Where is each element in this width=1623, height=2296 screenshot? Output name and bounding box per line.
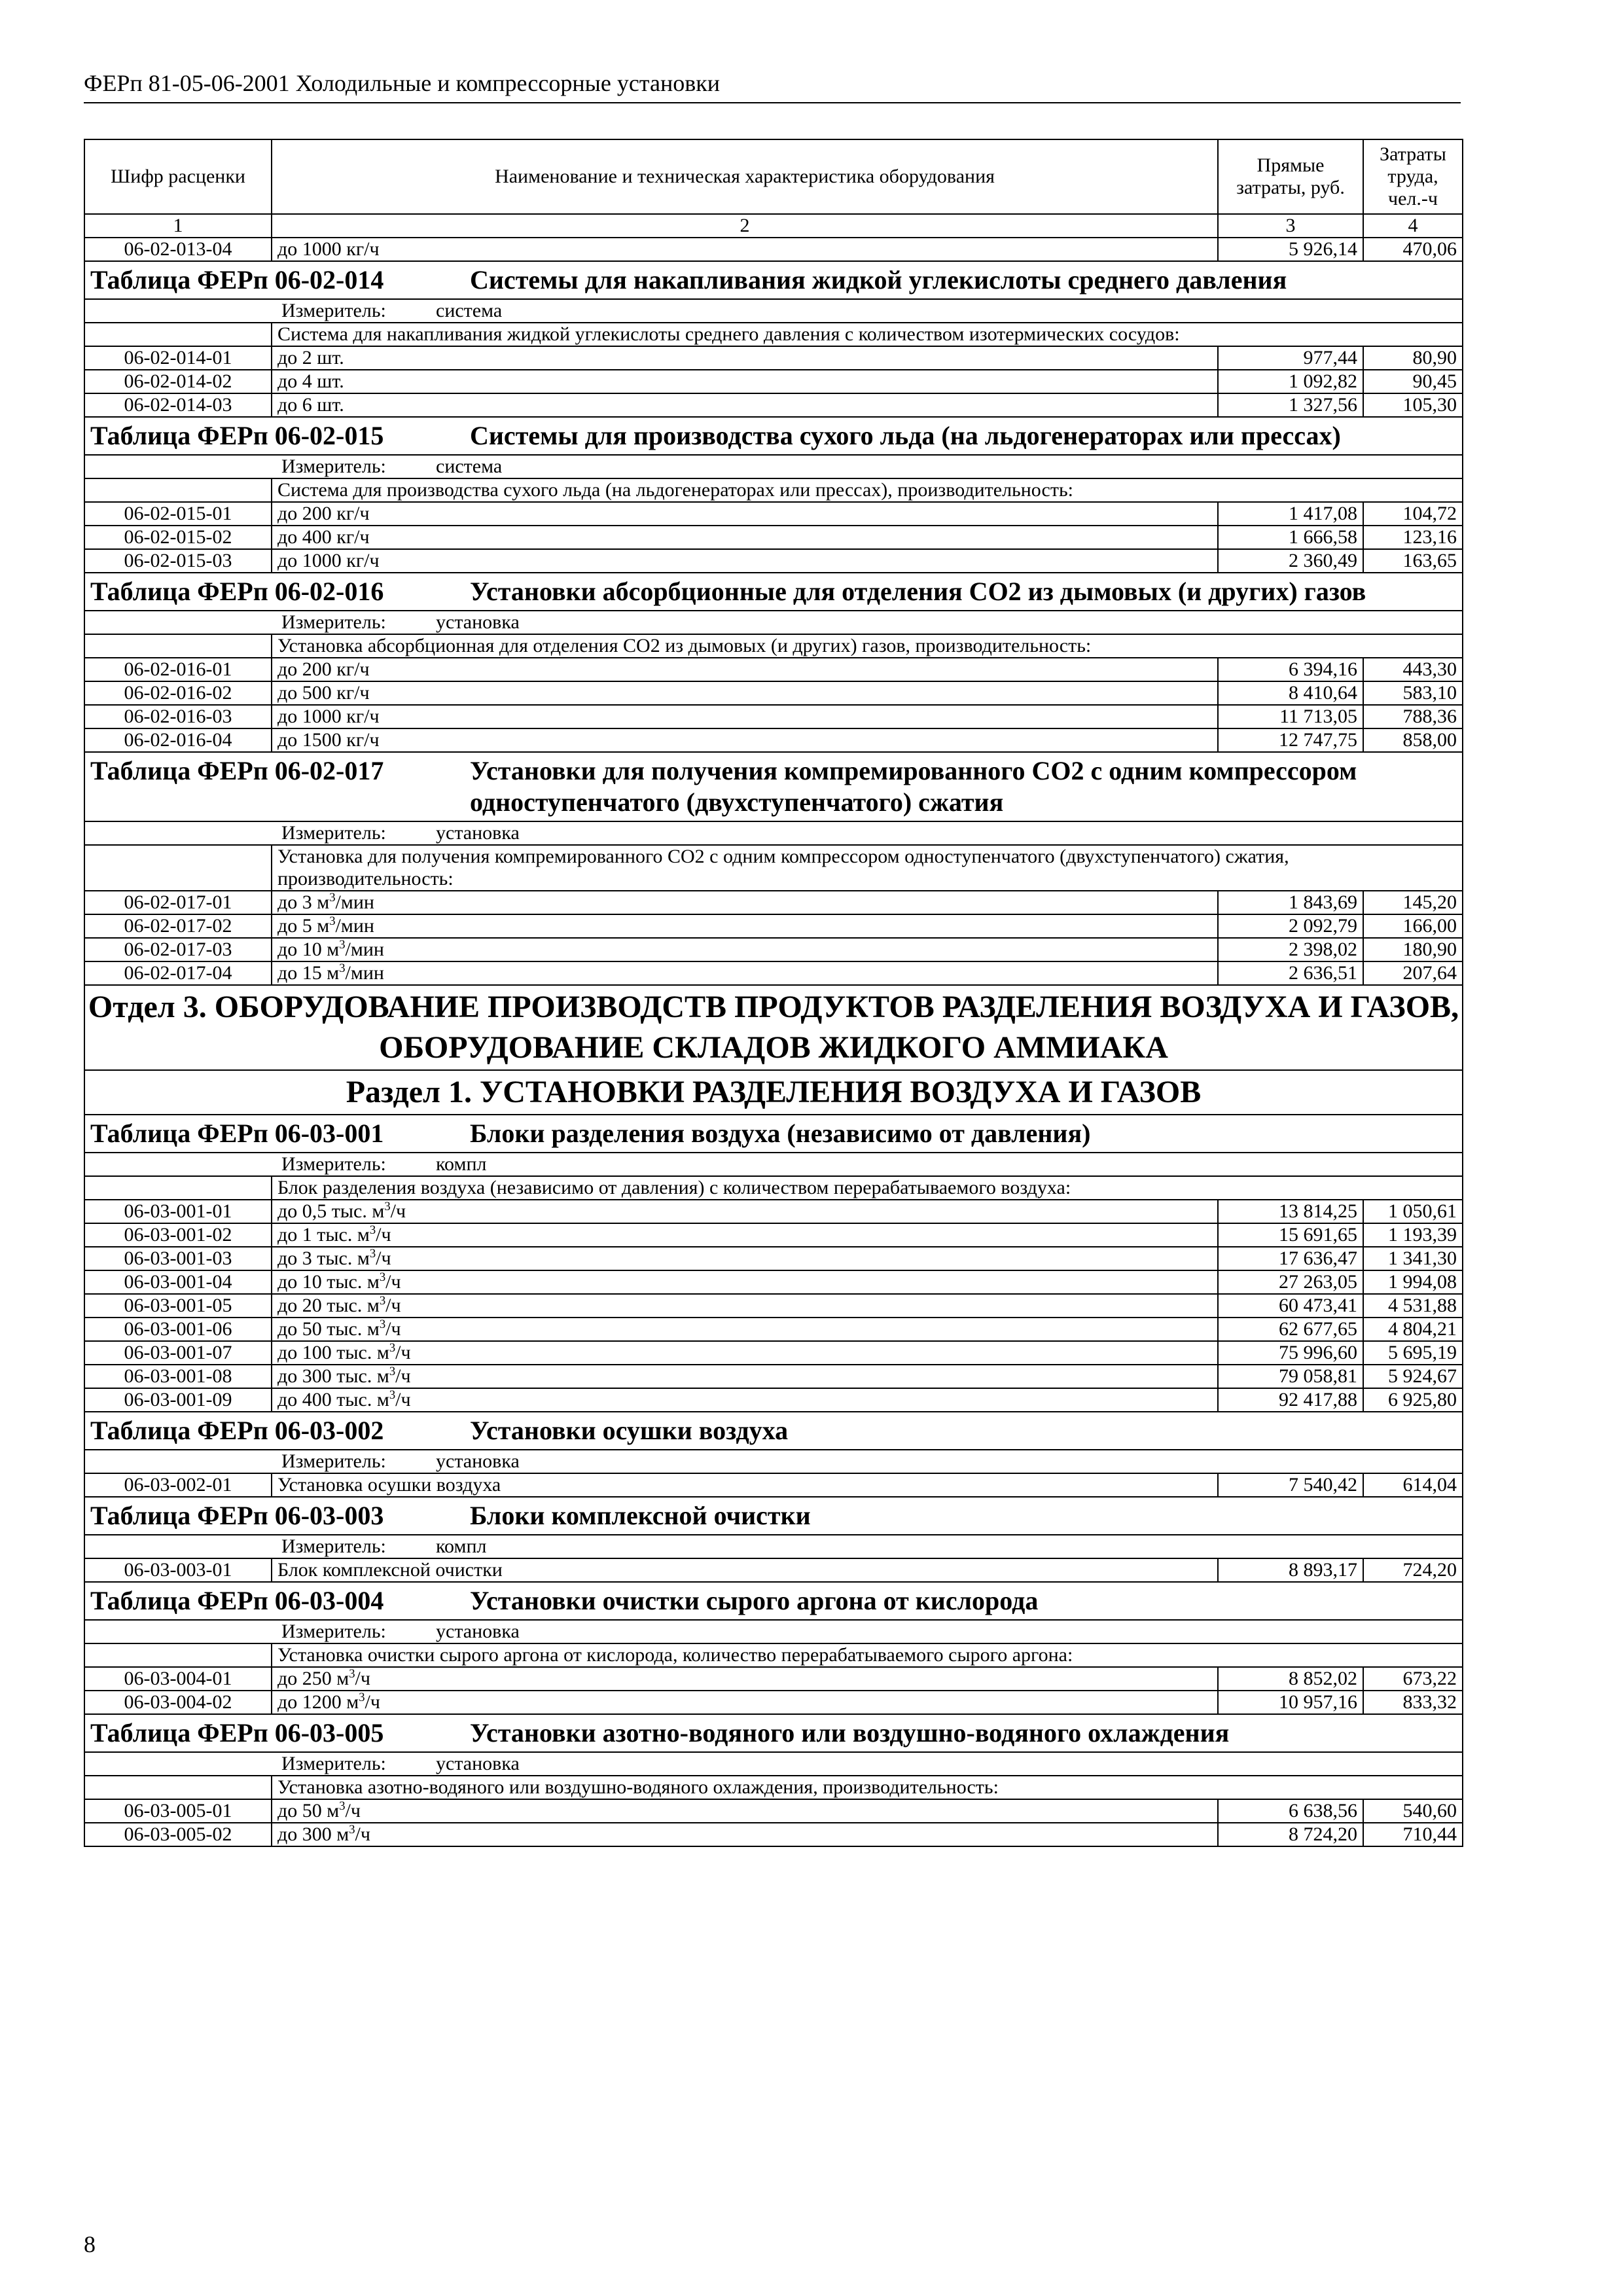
table-row	[84, 1341, 1463, 1365]
column-header-labor-costs: Затраты труда, чел.-ч	[1363, 139, 1463, 214]
labor-costs: 105,30	[1363, 393, 1463, 417]
equipment-name: до 3 тыс. $м^3/ч$	[272, 1247, 1218, 1270]
direct-costs: 6 638,56	[1218, 1799, 1363, 1823]
table-title	[84, 261, 1463, 299]
labor-costs: 614,04	[1363, 1473, 1463, 1497]
equipment-name: до 1000 кг/ч	[272, 238, 1218, 261]
equipment-name: до 300 $м^3/ч$	[272, 1823, 1218, 1846]
table-row	[84, 1388, 1463, 1412]
measure-cell	[84, 299, 1463, 323]
table-title-name: Блоки комплексной очистки	[470, 1501, 811, 1530]
labor-costs: 166,00	[1363, 914, 1463, 938]
table-row	[84, 346, 1463, 370]
measure-row	[84, 455, 1463, 478]
measure-cell	[84, 1752, 1463, 1776]
direct-costs: 1 327,56	[1218, 393, 1363, 417]
measure-cell	[84, 821, 1463, 845]
table-header-row	[84, 139, 1463, 214]
table-title	[84, 1497, 1463, 1535]
measure-label: Измеритель:	[281, 456, 386, 477]
table-title-name: Установки осушки воздуха	[470, 1416, 789, 1445]
equipment-name: до 5 $м^3$/мин	[272, 914, 1218, 938]
table-title-row	[84, 1582, 1463, 1620]
labor-costs: 710,44	[1363, 1823, 1463, 1846]
table-title-name: Установки для получения компремированного СО2 с одним компрессором одноступенчатого (двухступенчатого) сжатия	[470, 756, 1357, 817]
equipment-name: до 250 $м^3/ч$	[272, 1667, 1218, 1691]
labor-costs: 1 994,08	[1363, 1270, 1463, 1294]
labor-costs: 104,72	[1363, 502, 1463, 526]
labor-costs: 90,45	[1363, 370, 1463, 393]
equipment-name: до 1000 кг/ч	[272, 705, 1218, 728]
rate-code: 06-02-017-03	[84, 938, 272, 961]
column-number-row	[84, 214, 1463, 238]
table-row	[84, 1691, 1463, 1714]
table-title-code: Таблица ФЕРп 06-03-005	[90, 1718, 384, 1748]
table-title-row	[84, 1115, 1463, 1153]
rate-code: 06-03-001-07	[84, 1341, 272, 1365]
description-text: Система для производства сухого льда (на льдогенераторах или прессах), производительность:	[272, 478, 1463, 502]
table-row	[84, 1558, 1463, 1582]
table-row	[84, 681, 1463, 705]
table-title-code: Таблица ФЕРп 06-03-002	[90, 1416, 384, 1445]
rate-code: 06-02-014-02	[84, 370, 272, 393]
table-row	[84, 705, 1463, 728]
table-row	[84, 549, 1463, 573]
description-spacer	[84, 323, 272, 346]
table-row	[84, 1270, 1463, 1294]
table-row	[84, 526, 1463, 549]
measure-value: компл	[436, 1535, 487, 1557]
table-title-name: Установки азотно-водяного или воздушно-водяного охлаждения	[470, 1718, 1230, 1748]
description-row	[84, 478, 1463, 502]
labor-costs: 80,90	[1363, 346, 1463, 370]
table-title-code: Таблица ФЕРп 06-03-004	[90, 1586, 384, 1615]
rate-code: 06-02-016-02	[84, 681, 272, 705]
labor-costs: 1 193,39	[1363, 1223, 1463, 1247]
measure-value: установка	[436, 611, 520, 633]
rate-code: 06-02-015-02	[84, 526, 272, 549]
rate-code: 06-03-003-01	[84, 1558, 272, 1582]
labor-costs: 724,20	[1363, 1558, 1463, 1582]
direct-costs: 2 092,79	[1218, 914, 1363, 938]
direct-costs: 5 926,14	[1218, 238, 1363, 261]
rate-code: 06-02-016-03	[84, 705, 272, 728]
description-text: Установка для получения компремированного СО2 с одним компрессором одноступенчатого (двухступенчатого) сжатия, производительность:	[272, 845, 1463, 891]
equipment-name: до 0,5 тыс. $м^3/ч$	[272, 1200, 1218, 1223]
direct-costs: 1 417,08	[1218, 502, 1363, 526]
direct-costs: 8 852,02	[1218, 1667, 1363, 1691]
measure-cell	[84, 1450, 1463, 1473]
table-title-row	[84, 417, 1463, 455]
labor-costs: 470,06	[1363, 238, 1463, 261]
rate-code: 06-03-001-06	[84, 1318, 272, 1341]
direct-costs: 6 394,16	[1218, 658, 1363, 681]
labor-costs: 540,60	[1363, 1799, 1463, 1823]
table-row	[84, 393, 1463, 417]
section-heading: Отдел 3. ОБОРУДОВАНИЕ ПРОИЗВОДСТВ ПРОДУКТОВ РАЗДЕЛЕНИЯ ВОЗДУХА И ГАЗОВ, ОБОРУДОВАНИЕ СКЛАДОВ ЖИДКОГО АММИАКА	[84, 985, 1463, 1070]
rate-code: 06-03-004-02	[84, 1691, 272, 1714]
table-title-name: Установки очистки сырого аргона от кислорода	[470, 1586, 1039, 1615]
labor-costs: 207,64	[1363, 961, 1463, 985]
table-title-name: Блоки разделения воздуха (независимо от давления)	[470, 1119, 1091, 1148]
description-row	[84, 1176, 1463, 1200]
page-header-title: ФЕРп 81-05-06-2001 Холодильные и компрессорные установки	[84, 69, 1461, 103]
equipment-name: до 3 $м^3$/мин	[272, 891, 1218, 914]
column-number: 2	[272, 214, 1218, 238]
rate-code: 06-02-014-01	[84, 346, 272, 370]
table-row	[84, 1318, 1463, 1341]
equipment-name: до 50 $м^3/ч$	[272, 1799, 1218, 1823]
table-row	[84, 728, 1463, 752]
direct-costs: 60 473,41	[1218, 1294, 1363, 1318]
labor-costs: 443,30	[1363, 658, 1463, 681]
column-number: 3	[1218, 214, 1363, 238]
direct-costs: 75 996,60	[1218, 1341, 1363, 1365]
equipment-name: до 2 шт.	[272, 346, 1218, 370]
measure-value: установка	[436, 1450, 520, 1472]
direct-costs: 13 814,25	[1218, 1200, 1363, 1223]
table-row	[84, 1667, 1463, 1691]
measure-cell	[84, 1535, 1463, 1558]
description-row	[84, 1643, 1463, 1667]
table-row	[84, 891, 1463, 914]
rate-code: 06-03-004-01	[84, 1667, 272, 1691]
measure-row	[84, 1620, 1463, 1643]
measure-row	[84, 1535, 1463, 1558]
rate-code: 06-03-005-02	[84, 1823, 272, 1846]
measure-label: Измеритель:	[281, 1621, 386, 1642]
equipment-name: до 400 кг/ч	[272, 526, 1218, 549]
description-row	[84, 634, 1463, 658]
direct-costs: 62 677,65	[1218, 1318, 1363, 1341]
description-spacer	[84, 845, 272, 891]
direct-costs: 2 360,49	[1218, 549, 1363, 573]
rate-code: 06-02-013-04	[84, 238, 272, 261]
page-number: 8	[84, 2231, 96, 2257]
direct-costs: 27 263,05	[1218, 1270, 1363, 1294]
direct-costs: 8 893,17	[1218, 1558, 1363, 1582]
equipment-name: до 4 шт.	[272, 370, 1218, 393]
rate-code: 06-03-001-09	[84, 1388, 272, 1412]
measure-value: установка	[436, 822, 520, 844]
labor-costs: 1 050,61	[1363, 1200, 1463, 1223]
rate-code: 06-03-001-02	[84, 1223, 272, 1247]
measure-label: Измеритель:	[281, 300, 386, 321]
description-row	[84, 323, 1463, 346]
rate-code: 06-02-015-03	[84, 549, 272, 573]
measure-cell	[84, 455, 1463, 478]
labor-costs: 788,36	[1363, 705, 1463, 728]
table-title-name: Системы для производства сухого льда (на льдогенераторах или прессах)	[470, 421, 1341, 450]
table-title-code: Таблица ФЕРп 06-03-003	[90, 1501, 384, 1530]
description-row	[84, 845, 1463, 891]
table-row	[84, 658, 1463, 681]
table-title-row	[84, 1497, 1463, 1535]
measure-cell	[84, 1620, 1463, 1643]
labor-costs: 163,65	[1363, 549, 1463, 573]
equipment-name: до 10 $м^3$/мин	[272, 938, 1218, 961]
rate-code: 06-02-017-04	[84, 961, 272, 985]
measure-value: система	[436, 456, 503, 477]
measure-row	[84, 1450, 1463, 1473]
table-title-code: Таблица ФЕРп 06-02-015	[90, 421, 384, 450]
table-title-row	[84, 1714, 1463, 1752]
rate-code: 06-03-001-08	[84, 1365, 272, 1388]
direct-costs: 15 691,65	[1218, 1223, 1363, 1247]
table-title	[84, 573, 1463, 611]
measure-label: Измеритель:	[281, 611, 386, 633]
equipment-name: до 1500 кг/ч	[272, 728, 1218, 752]
rate-code: 06-03-001-03	[84, 1247, 272, 1270]
table-row	[84, 1823, 1463, 1846]
description-spacer	[84, 634, 272, 658]
table-title	[84, 417, 1463, 455]
equipment-name: до 300 тыс. $м^3/ч$	[272, 1365, 1218, 1388]
rate-code: 06-02-014-03	[84, 393, 272, 417]
column-header-direct-costs: Прямые затраты, руб.	[1218, 139, 1363, 214]
equipment-name: до 20 тыс. $м^3/ч$	[272, 1294, 1218, 1318]
table-title	[84, 1582, 1463, 1620]
direct-costs: 79 058,81	[1218, 1365, 1363, 1388]
table-title-name: Установки абсорбционные для отделения СО2 из дымовых (и других) газов	[470, 577, 1366, 606]
labor-costs: 5 695,19	[1363, 1341, 1463, 1365]
equipment-name: Установка осушки воздуха	[272, 1473, 1218, 1497]
table-title-code: Таблица ФЕРп 06-03-001	[90, 1119, 384, 1148]
rates-table-body	[84, 139, 1463, 1846]
equipment-name: до 1200 $м^3/ч$	[272, 1691, 1218, 1714]
rate-code: 06-02-015-01	[84, 502, 272, 526]
measure-label: Измеритель:	[281, 1153, 386, 1175]
rate-code: 06-03-005-01	[84, 1799, 272, 1823]
direct-costs: 12 747,75	[1218, 728, 1363, 752]
description-spacer	[84, 1643, 272, 1667]
rate-code: 06-03-001-05	[84, 1294, 272, 1318]
table-row	[84, 1473, 1463, 1497]
table-row	[84, 1799, 1463, 1823]
direct-costs: 2 398,02	[1218, 938, 1363, 961]
direct-costs: 1 843,69	[1218, 891, 1363, 914]
labor-costs: 123,16	[1363, 526, 1463, 549]
labor-costs: 6 925,80	[1363, 1388, 1463, 1412]
section-heading-row	[84, 985, 1463, 1070]
measure-label: Измеритель:	[281, 822, 386, 844]
rate-code: 06-02-016-04	[84, 728, 272, 752]
column-header-code: Шифр расценки	[84, 139, 272, 214]
measure-cell	[84, 1153, 1463, 1176]
equipment-name: до 1000 кг/ч	[272, 549, 1218, 573]
description-spacer	[84, 1776, 272, 1799]
section-heading-row	[84, 1070, 1463, 1115]
table-title	[84, 1115, 1463, 1153]
table-row	[84, 961, 1463, 985]
table-row	[84, 238, 1463, 261]
table-row	[84, 1200, 1463, 1223]
measure-row	[84, 1153, 1463, 1176]
description-text: Установка азотно-водяного или воздушно-водяного охлаждения, производительность:	[272, 1776, 1463, 1799]
table-title	[84, 1714, 1463, 1752]
table-title-row	[84, 1412, 1463, 1450]
description-text: Установка абсорбционная для отделения СО2 из дымовых (и других) газов, производительность:	[272, 634, 1463, 658]
table-row	[84, 1223, 1463, 1247]
equipment-name: до 500 кг/ч	[272, 681, 1218, 705]
measure-label: Измеритель:	[281, 1535, 386, 1557]
equipment-name: до 400 тыс. $м^3/ч$	[272, 1388, 1218, 1412]
table-row	[84, 914, 1463, 938]
measure-row	[84, 611, 1463, 634]
measure-value: компл	[436, 1153, 487, 1175]
direct-costs: 8 724,20	[1218, 1823, 1363, 1846]
measure-row	[84, 1752, 1463, 1776]
labor-costs: 145,20	[1363, 891, 1463, 914]
column-number: 1	[84, 214, 272, 238]
table-title-code: Таблица ФЕРп 06-02-016	[90, 577, 384, 606]
rate-code: 06-03-001-04	[84, 1270, 272, 1294]
labor-costs: 858,00	[1363, 728, 1463, 752]
table-title	[84, 1412, 1463, 1450]
measure-label: Измеритель:	[281, 1753, 386, 1774]
direct-costs: 7 540,42	[1218, 1473, 1363, 1497]
table-title-row	[84, 261, 1463, 299]
table-title-row	[84, 752, 1463, 821]
measure-cell	[84, 611, 1463, 634]
labor-costs: 4 531,88	[1363, 1294, 1463, 1318]
table-title-code: Таблица ФЕРп 06-02-014	[90, 265, 384, 295]
labor-costs: 5 924,67	[1363, 1365, 1463, 1388]
description-spacer	[84, 1176, 272, 1200]
description-row	[84, 1776, 1463, 1799]
labor-costs: 583,10	[1363, 681, 1463, 705]
measure-row	[84, 821, 1463, 845]
direct-costs: 8 410,64	[1218, 681, 1363, 705]
direct-costs: 10 957,16	[1218, 1691, 1363, 1714]
description-text: Система для накапливания жидкой углекислоты среднего давления с количеством изотермических сосудов:	[272, 323, 1463, 346]
equipment-name: до 100 тыс. $м^3/ч$	[272, 1341, 1218, 1365]
description-text: Установка очистки сырого аргона от кислорода, количество перерабатываемого сырого аргона:	[272, 1643, 1463, 1667]
table-title	[84, 752, 1463, 821]
column-header-name: Наименование и техническая характеристика оборудования	[272, 139, 1218, 214]
rate-code: 06-02-016-01	[84, 658, 272, 681]
description-text: Блок разделения воздуха (независимо от давления) с количеством перерабатываемого воздуха:	[272, 1176, 1463, 1200]
table-title-code: Таблица ФЕРп 06-02-017	[90, 756, 384, 785]
section-heading: Раздел 1. УСТАНОВКИ РАЗДЕЛЕНИЯ ВОЗДУХА И ГАЗОВ	[84, 1070, 1463, 1115]
table-row	[84, 1294, 1463, 1318]
measure-label: Измеритель:	[281, 1450, 386, 1472]
equipment-name: до 15 $м^3$/мин	[272, 961, 1218, 985]
direct-costs: 1 092,82	[1218, 370, 1363, 393]
labor-costs: 180,90	[1363, 938, 1463, 961]
direct-costs: 2 636,51	[1218, 961, 1363, 985]
equipment-name: до 200 кг/ч	[272, 502, 1218, 526]
labor-costs: 673,22	[1363, 1667, 1463, 1691]
rates-table	[84, 139, 1463, 1847]
table-row	[84, 1365, 1463, 1388]
direct-costs: 92 417,88	[1218, 1388, 1363, 1412]
measure-value: система	[436, 300, 503, 321]
labor-costs: 1 341,30	[1363, 1247, 1463, 1270]
equipment-name: до 200 кг/ч	[272, 658, 1218, 681]
labor-costs: 833,32	[1363, 1691, 1463, 1714]
equipment-name: до 1 тыс. $м^3/ч$	[272, 1223, 1218, 1247]
table-row	[84, 938, 1463, 961]
table-row	[84, 370, 1463, 393]
description-spacer	[84, 478, 272, 502]
measure-row	[84, 299, 1463, 323]
equipment-name: до 10 тыс. $м^3/ч$	[272, 1270, 1218, 1294]
direct-costs: 11 713,05	[1218, 705, 1363, 728]
table-row	[84, 502, 1463, 526]
rate-code: 06-02-017-02	[84, 914, 272, 938]
table-row	[84, 1247, 1463, 1270]
direct-costs: 977,44	[1218, 346, 1363, 370]
rate-code: 06-03-002-01	[84, 1473, 272, 1497]
labor-costs: 4 804,21	[1363, 1318, 1463, 1341]
rate-code: 06-03-001-01	[84, 1200, 272, 1223]
rate-code: 06-02-017-01	[84, 891, 272, 914]
column-number: 4	[1363, 214, 1463, 238]
measure-value: установка	[436, 1753, 520, 1774]
equipment-name: Блок комплексной очистки	[272, 1558, 1218, 1582]
table-title-row	[84, 573, 1463, 611]
direct-costs: 1 666,58	[1218, 526, 1363, 549]
direct-costs: 17 636,47	[1218, 1247, 1363, 1270]
table-title-name: Системы для накапливания жидкой углекислоты среднего давления	[470, 265, 1287, 295]
equipment-name: до 50 тыс. $м^3/ч$	[272, 1318, 1218, 1341]
measure-value: установка	[436, 1621, 520, 1642]
equipment-name: до 6 шт.	[272, 393, 1218, 417]
